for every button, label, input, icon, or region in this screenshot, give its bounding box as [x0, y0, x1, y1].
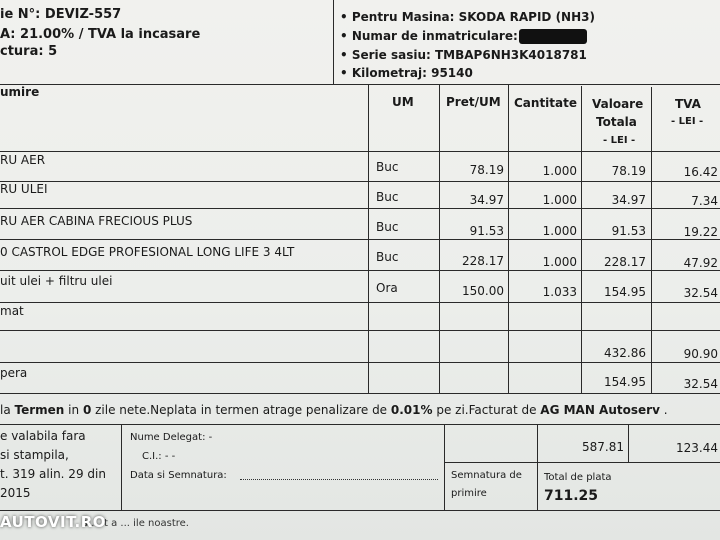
- terms-part: Termen: [14, 403, 65, 417]
- payment-terms: [0, 403, 668, 417]
- row-value: 91.53: [611, 224, 646, 238]
- validity-note-2: si stampila,: [0, 448, 69, 462]
- row-item-name: RU AER CABINA FRECIOUS PLUS: [0, 214, 193, 228]
- col-tva-unit: - LEI -: [671, 116, 704, 127]
- row-um: Ora: [376, 281, 398, 295]
- row-price: 150.00: [462, 284, 504, 298]
- material-subtotal-value: 432.86: [604, 346, 646, 360]
- col-valoare-2: Totala: [596, 115, 637, 129]
- watermark-logo: AUTOVIT.RO: [0, 513, 107, 531]
- row-price: 34.97: [469, 193, 504, 207]
- receipt-signature-label: Semnatura de: [451, 470, 522, 481]
- row-line: [0, 208, 720, 209]
- row-price: 78.19: [469, 163, 504, 177]
- row-value: 154.95: [604, 285, 646, 299]
- signature-line: [240, 479, 438, 480]
- col-cantitate: Cantitate: [514, 96, 578, 110]
- total-payable-amount: 711.25: [544, 488, 599, 504]
- row-line: [0, 181, 720, 182]
- terms-part: AG MAN Autoserv: [540, 403, 660, 417]
- terms-part: 0.01%: [390, 403, 433, 417]
- deviz-number: ie N°: DEVIZ-557: [0, 7, 122, 22]
- delegate-id: C.I.: - -: [142, 451, 176, 462]
- header-bottom-line: [0, 151, 720, 152]
- footer-col-line: [444, 424, 445, 510]
- col-valoare: Valoare: [592, 97, 644, 111]
- redacted-plate: [519, 29, 587, 44]
- row-line: [0, 393, 720, 394]
- terms-part: 0: [82, 403, 92, 417]
- validity-note-1: e valabila fara: [0, 429, 86, 443]
- footer-bottom-line: [0, 510, 720, 511]
- mileage: • Kilometraj: 95140: [340, 66, 473, 80]
- labor-subtotal-value: 154.95: [604, 375, 646, 389]
- date-signature-label: Data si Semnatura:: [130, 470, 227, 481]
- row-qty: 1.000: [542, 193, 577, 207]
- row-price: 91.53: [469, 224, 504, 238]
- total-value: 587.81: [582, 440, 624, 454]
- terms-part: .: [659, 403, 668, 417]
- row-item-name: uit ulei + filtru ulei: [0, 274, 113, 288]
- row-qty: 1.000: [542, 255, 577, 269]
- row-qty: 1.033: [542, 285, 577, 299]
- receipt-signature-label-2: primire: [451, 488, 487, 499]
- row-value: 34.97: [611, 193, 646, 207]
- labor-subtotal-tva: 32.54: [683, 377, 718, 391]
- row-qty: 1.000: [542, 224, 577, 238]
- col-tva: TVA: [675, 97, 701, 111]
- terms-part: pe zi.Facturat de: [432, 403, 541, 417]
- terms-part: in: [64, 403, 83, 417]
- row-line: [0, 362, 720, 363]
- factura-number: ctura: 5: [0, 44, 58, 59]
- total-payable-label: Total de plata: [544, 472, 612, 483]
- validity-note-3: t. 319 alin. 29 din: [0, 467, 106, 481]
- row-line: [0, 239, 720, 240]
- row-um: Buc: [376, 250, 399, 264]
- terms-part: zile nete.Neplata in termen atrage penalizare de: [91, 403, 391, 417]
- material-subtotal-tva: 90.90: [683, 347, 718, 361]
- car-model: • Pentru Masina: SKODA RAPID (NH3): [340, 10, 595, 24]
- row-line: [0, 330, 720, 331]
- section-material-label: mat: [0, 304, 24, 318]
- row-um: Buc: [376, 160, 399, 174]
- row-price: 228.17: [462, 254, 504, 268]
- footer-col-line: [121, 424, 122, 510]
- col-pret: Pret/UM: [446, 95, 501, 109]
- row-value: 228.17: [604, 255, 646, 269]
- row-tva: 16.42: [683, 165, 718, 179]
- col-valoare-unit: - LEI -: [603, 135, 636, 146]
- total-tva: 123.44: [676, 441, 718, 455]
- table-top-line: [0, 84, 720, 85]
- row-tva: 32.54: [683, 286, 718, 300]
- footer-col-line: [537, 424, 538, 510]
- tva-rate: A: 21.00% / TVA la incasare: [0, 27, 201, 42]
- terms-part: la: [0, 403, 15, 417]
- section-labor-label: pera: [0, 366, 28, 380]
- row-line: [0, 302, 720, 303]
- row-item-name: 0 CASTROL EDGE PROFESIONAL LONG LIFE 3 4LT: [0, 245, 295, 259]
- footer-mid-line: [444, 462, 720, 463]
- footer-top-line: [0, 424, 720, 425]
- header-divider: [333, 0, 334, 84]
- row-tva: 19.22: [683, 225, 718, 239]
- col-um: UM: [392, 95, 414, 109]
- footer-note: a ... t a ... ile noastre.: [82, 518, 189, 529]
- row-item-name: RU AER: [0, 153, 46, 167]
- chassis-series: • Serie sasiu: TMBAP6NH3K4018781: [340, 48, 587, 62]
- row-um: Buc: [376, 190, 399, 204]
- row-tva: 47.92: [683, 256, 718, 270]
- row-line: [0, 270, 720, 271]
- row-value: 78.19: [611, 164, 646, 178]
- row-item-name: RU ULEI: [0, 182, 48, 196]
- validity-note-4: 2015: [0, 486, 31, 500]
- row-qty: 1.000: [542, 164, 577, 178]
- col-denumire: umire: [0, 85, 40, 99]
- registration-label: • Numar de inmatriculare:: [340, 29, 518, 43]
- delegate-name: Nume Delegat: -: [130, 432, 213, 443]
- row-tva: 7.34: [691, 194, 718, 208]
- row-um: Buc: [376, 220, 399, 234]
